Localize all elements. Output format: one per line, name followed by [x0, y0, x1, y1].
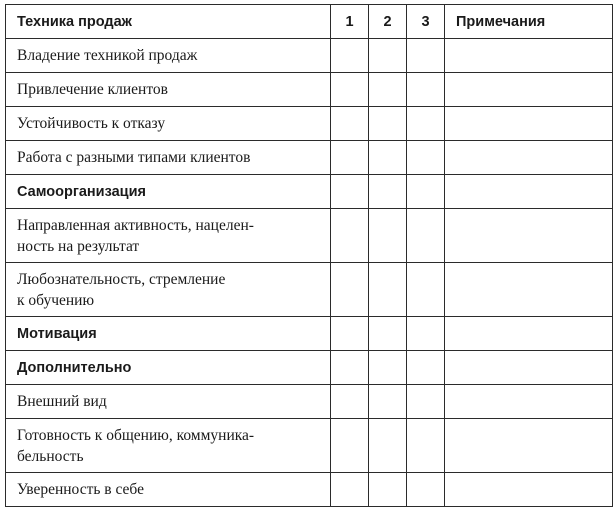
score-cell-1[interactable] [331, 385, 369, 419]
score-cell-1[interactable] [331, 419, 369, 473]
score-cell-2[interactable] [369, 107, 407, 141]
score-cell-3[interactable] [407, 419, 445, 473]
score-cell-2[interactable] [369, 141, 407, 175]
header-criterion: Техника продаж [6, 5, 331, 39]
score-cell-1[interactable] [331, 73, 369, 107]
score-cell-1[interactable] [331, 175, 369, 209]
score-cell-2[interactable] [369, 263, 407, 317]
score-cell-2[interactable] [369, 473, 407, 507]
score-cell-3[interactable] [407, 141, 445, 175]
score-cell-3[interactable] [407, 175, 445, 209]
table-row [6, 385, 613, 419]
section-label: Дополнительно [6, 351, 331, 385]
row-label: Любознательность, стремление к обучению [6, 263, 331, 317]
table-row [6, 73, 613, 107]
score-cell-1[interactable] [331, 473, 369, 507]
row-label: Направленная активность, нацелен- ность на результат [6, 209, 331, 263]
score-cell-1[interactable] [331, 317, 369, 351]
evaluation-table [5, 4, 613, 507]
row-label: Привлечение клиентов [6, 73, 331, 107]
notes-cell[interactable] [445, 73, 613, 107]
score-cell-1[interactable] [331, 351, 369, 385]
row-label: Внешний вид [6, 385, 331, 419]
table-row [6, 263, 613, 317]
table-row [6, 107, 613, 141]
score-cell-3[interactable] [407, 473, 445, 507]
table-row [6, 39, 613, 73]
score-cell-3[interactable] [407, 351, 445, 385]
section-row [6, 175, 613, 209]
table-row [6, 209, 613, 263]
score-cell-3[interactable] [407, 107, 445, 141]
score-cell-1[interactable] [331, 141, 369, 175]
score-cell-1[interactable] [331, 263, 369, 317]
header-notes: Примечания [445, 5, 613, 39]
score-cell-3[interactable] [407, 385, 445, 419]
score-cell-3[interactable] [407, 39, 445, 73]
score-cell-2[interactable] [369, 39, 407, 73]
section-row [6, 317, 613, 351]
notes-cell[interactable] [445, 263, 613, 317]
score-cell-2[interactable] [369, 351, 407, 385]
table-row [6, 419, 613, 473]
score-cell-3[interactable] [407, 263, 445, 317]
notes-cell[interactable] [445, 175, 613, 209]
row-label: Готовность к общению, коммуника- бельность [6, 419, 331, 473]
header-score-3: 3 [407, 5, 445, 39]
header-score-1: 1 [331, 5, 369, 39]
notes-cell[interactable] [445, 351, 613, 385]
row-label: Уверенность в себе [6, 473, 331, 507]
notes-cell[interactable] [445, 473, 613, 507]
score-cell-1[interactable] [331, 209, 369, 263]
notes-cell[interactable] [445, 209, 613, 263]
score-cell-2[interactable] [369, 317, 407, 351]
table-row [6, 473, 613, 507]
score-cell-2[interactable] [369, 209, 407, 263]
notes-cell[interactable] [445, 141, 613, 175]
section-label: Самоорганизация [6, 175, 331, 209]
table-header-row [6, 5, 613, 39]
notes-cell[interactable] [445, 419, 613, 473]
score-cell-3[interactable] [407, 317, 445, 351]
header-score-2: 2 [369, 5, 407, 39]
row-label: Владение техникой продаж [6, 39, 331, 73]
row-label: Устойчивость к отказу [6, 107, 331, 141]
notes-cell[interactable] [445, 385, 613, 419]
notes-cell[interactable] [445, 39, 613, 73]
notes-cell[interactable] [445, 107, 613, 141]
row-label: Работа с разными типами клиентов [6, 141, 331, 175]
score-cell-1[interactable] [331, 39, 369, 73]
score-cell-2[interactable] [369, 175, 407, 209]
table-row [6, 141, 613, 175]
notes-cell[interactable] [445, 317, 613, 351]
section-label: Мотивация [6, 317, 331, 351]
score-cell-3[interactable] [407, 73, 445, 107]
section-row [6, 351, 613, 385]
score-cell-2[interactable] [369, 419, 407, 473]
score-cell-3[interactable] [407, 209, 445, 263]
score-cell-2[interactable] [369, 385, 407, 419]
score-cell-1[interactable] [331, 107, 369, 141]
score-cell-2[interactable] [369, 73, 407, 107]
